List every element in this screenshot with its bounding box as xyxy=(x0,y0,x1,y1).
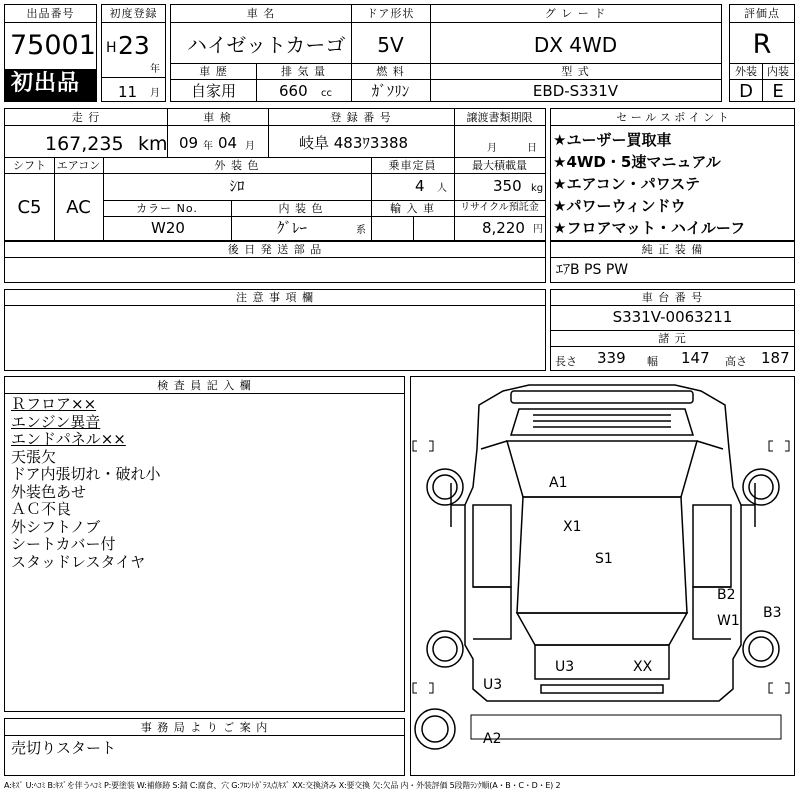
load-label: 最大積載量 xyxy=(472,159,527,172)
intcolor-label: 内 装 色 xyxy=(278,202,324,215)
color-label: 外 装 色 xyxy=(214,159,260,172)
left-front-door xyxy=(473,505,511,587)
grade-label: グ レ ー ド xyxy=(544,7,607,20)
year: 23 xyxy=(118,31,150,60)
body-outline xyxy=(465,385,741,701)
model-label: 型 式 xyxy=(561,65,590,78)
chassis-label: 車 台 番 号 xyxy=(641,291,704,304)
inspection-label: 車 検 xyxy=(203,111,232,124)
mark-b3: B3 xyxy=(763,605,782,621)
score-box xyxy=(729,4,795,102)
inspection-year-unit: 年 xyxy=(203,141,213,152)
sales-points-label: セ ー ル ス ポ イ ン ト xyxy=(616,111,729,124)
length-label: 長さ xyxy=(555,355,577,368)
spare-tire xyxy=(415,709,455,749)
car-info-box xyxy=(170,4,722,102)
hood xyxy=(511,409,693,435)
displacement-label: 排 気 量 xyxy=(281,65,326,78)
mark-a2: A2 xyxy=(483,731,502,747)
shift-value: C5 xyxy=(17,197,42,218)
office-label: 事 務 局 よ り ご 案 内 xyxy=(140,721,269,734)
windshield xyxy=(507,441,697,497)
office-box xyxy=(4,718,405,776)
door-type: 5V xyxy=(377,33,404,57)
sales-points-list xyxy=(553,129,745,239)
inspection-month: 04 xyxy=(218,134,238,152)
inspection-year: 09 xyxy=(179,134,199,152)
inspection-month-unit: 月 xyxy=(245,141,255,152)
chassis-value: S331V-0063211 xyxy=(612,308,733,326)
lot-box xyxy=(4,4,97,102)
sales-point: ★ユーザー買取車 xyxy=(553,131,672,149)
displacement-unit: cc xyxy=(321,88,332,99)
mark-a1: A1 xyxy=(549,475,568,491)
width-value: 147 xyxy=(681,349,710,367)
equipment-box xyxy=(550,241,795,283)
grade-value: DX 4WD xyxy=(533,33,618,57)
plate-label: 登 録 番 号 xyxy=(330,111,392,124)
month-unit: 月 xyxy=(150,88,160,99)
dims-label: 諸 元 xyxy=(658,332,687,345)
legend: A:ｷｽﾞ U:ﾍｺﾐ B:ｷｽﾞを伴うﾍｺﾐ P:要塗装 W:補修跡 S:錆 C:腐食、穴 G:ﾌﾛﾝﾄｶﾞﾗｽ点ｷｽﾞ XX:交換済み X:要交換 欠:欠品 内・外装評価 5段階ﾗﾝｸ順(A・B・C・D・E) 2 xyxy=(4,781,561,790)
inspector-note: シートカバー付 xyxy=(11,535,116,553)
ac-value: AC xyxy=(66,197,91,218)
lot-label: 出品番号 xyxy=(26,7,75,20)
inspector-notes xyxy=(11,396,161,571)
sales-point: ★フロアマット・ハイルーフ xyxy=(553,219,746,237)
inspector-note: Ｒフロア×× xyxy=(11,395,97,413)
left-rear-door xyxy=(473,587,511,639)
capacity-unit: 人 xyxy=(437,183,447,194)
interior-label: 内装 xyxy=(767,65,789,78)
lot-number: 75001 xyxy=(10,30,96,61)
recycle-label: リサイクル預託金 xyxy=(460,202,539,213)
transfer-label: 譲渡書類期限 xyxy=(466,111,533,124)
length-value: 339 xyxy=(597,349,626,367)
car-name-label: 車 名 xyxy=(246,7,276,20)
exterior-grade: D xyxy=(739,81,753,102)
colorno-value: W20 xyxy=(151,219,185,237)
mark-x1: X1 xyxy=(563,519,582,535)
chassis-box xyxy=(550,289,795,371)
fuel-label: 燃 料 xyxy=(376,65,405,78)
plate-value: 岐阜 483ﾜ3388 xyxy=(299,134,409,152)
load-value: 350 xyxy=(493,177,522,195)
inspector-note: スタッドレスタイヤ xyxy=(11,552,146,571)
recycle-value: 8,220 xyxy=(482,219,525,237)
caution-label: 注 意 事 項 欄 xyxy=(236,291,314,304)
history-label: 車 歴 xyxy=(199,65,228,78)
width-label: 幅 xyxy=(647,355,658,368)
sales-point: ★パワーウィンドウ xyxy=(553,197,686,215)
import-label: 輸 入 車 xyxy=(390,202,435,215)
sales-point: ★4WD・5速マニュアル xyxy=(553,153,721,171)
car-diagram xyxy=(411,377,794,775)
first-registration-label: 初度登録 xyxy=(109,7,158,20)
capacity-value: 4 xyxy=(415,177,425,195)
caution-box xyxy=(4,289,546,371)
right-front-door xyxy=(693,505,731,587)
inspector-note: 外装色あせ xyxy=(11,482,87,501)
height-value: 187 xyxy=(761,349,790,367)
first-registration-box xyxy=(101,4,166,102)
sales-points-box xyxy=(550,108,795,241)
inspector-note: 天張欠 xyxy=(11,447,57,466)
mark-u3-rear: U3 xyxy=(483,677,503,693)
interior-grade: E xyxy=(772,81,784,102)
displacement-value: 660 xyxy=(279,82,308,100)
office-value: 売切りスタート xyxy=(11,739,117,757)
later-parts-label: 後 日 発 送 部 品 xyxy=(227,243,323,256)
mark-u3-gate: U3 xyxy=(555,659,575,675)
era: H xyxy=(106,40,117,56)
equipment-label: 純 正 装 備 xyxy=(641,243,704,256)
transfer-month: 月 xyxy=(487,143,497,154)
inspector-note: ＡＣ不良 xyxy=(11,500,72,518)
mileage-label: 走 行 xyxy=(71,111,101,124)
height-label: 高さ xyxy=(725,355,747,368)
inspector-note: 外シフトノブ xyxy=(11,517,101,536)
model-value: EBD-S331V xyxy=(532,82,619,100)
intcolor-unit: 系 xyxy=(356,225,366,236)
equipment-value: ｴｱB PS PW xyxy=(556,262,629,278)
recycle-unit: 円 xyxy=(533,224,543,235)
color-value: ｼﾛ xyxy=(229,177,245,195)
mark-b2: B2 xyxy=(717,587,736,603)
colorno-label: カラー No. xyxy=(136,202,198,215)
sales-point: ★エアコン・パワステ xyxy=(553,175,700,193)
later-parts-box xyxy=(4,241,546,283)
ac-label: エアコン xyxy=(56,159,101,172)
load-unit: kg xyxy=(531,183,544,194)
mark-xx: XX xyxy=(633,659,653,675)
mileage-unit: km xyxy=(138,133,168,155)
year-unit: 年 xyxy=(150,64,160,75)
score-label: 評価点 xyxy=(744,7,780,20)
intcolor-value: ｸﾞﾚｰ xyxy=(277,219,308,237)
front-bumper xyxy=(511,391,693,403)
capacity-label: 乗車定員 xyxy=(388,159,437,172)
mark-s1: S1 xyxy=(595,551,613,567)
shift-label: シフト xyxy=(13,159,46,172)
inspector-box xyxy=(4,376,405,712)
car-diagram-box xyxy=(410,376,795,776)
door-label: ドア形状 xyxy=(366,7,415,20)
mark-w1: W1 xyxy=(717,613,740,629)
fuel-value: ｶﾞｿﾘﾝ xyxy=(371,82,410,100)
inspector-note: ドア内張切れ・破れ小 xyxy=(11,465,161,483)
car-name: ハイゼットカーゴ xyxy=(187,33,346,57)
inspector-label: 検 査 員 記 入 欄 xyxy=(157,379,252,392)
inspector-note: エンジン異音 xyxy=(11,412,101,431)
exterior-label: 外装 xyxy=(735,65,757,78)
rear-window xyxy=(517,613,687,645)
first-listing-label: 初出品 xyxy=(11,71,81,96)
score-value: R xyxy=(752,29,772,60)
info-grid xyxy=(4,108,546,241)
transfer-day: 日 xyxy=(527,143,537,154)
history-value: 自家用 xyxy=(190,82,236,100)
inspector-note: エンドパネル×× xyxy=(11,430,126,448)
mileage-value: 167,235 xyxy=(45,133,124,155)
month: 11 xyxy=(118,83,138,101)
